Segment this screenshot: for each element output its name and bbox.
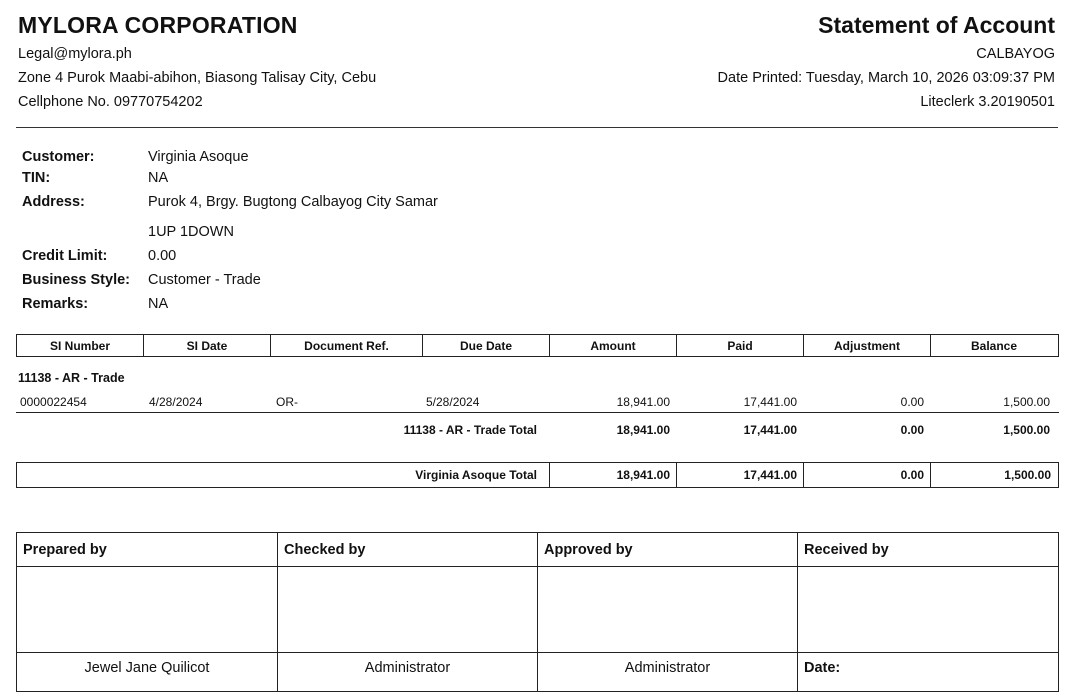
- tin-value: NA: [148, 170, 169, 186]
- document-title: Statement of Account: [818, 12, 1055, 38]
- received-by-label: Received by: [798, 533, 1058, 567]
- grand-total-adjustment: 0.00: [804, 463, 931, 487]
- subtotal-amount: 18,941.00: [616, 423, 670, 437]
- received-by-column: [798, 533, 1058, 691]
- col-si-number: SI Number: [17, 335, 144, 356]
- business-style-label: Business Style:: [22, 272, 130, 288]
- address-line2: 1UP 1DOWN: [148, 224, 234, 240]
- col-due-date: Due Date: [423, 335, 550, 356]
- grand-total-label: Virginia Asoque Total: [17, 463, 550, 487]
- checked-by-column: [278, 533, 538, 691]
- company-email: Legal@mylora.ph: [18, 46, 132, 62]
- adjustment: 0.00: [900, 395, 924, 409]
- prepared-by-column: [17, 533, 278, 691]
- grand-total-amount: 18,941.00: [550, 463, 677, 487]
- prepared-by-name: Jewel Jane Quilicot: [17, 652, 277, 692]
- subtotal-row: [16, 421, 1059, 439]
- business-style-value: Customer - Trade: [148, 272, 261, 288]
- document-ref: OR-: [276, 395, 298, 409]
- balance: 1,500.00: [1003, 395, 1050, 409]
- col-si-date: SI Date: [144, 335, 271, 356]
- checked-by-label: Checked by: [278, 533, 537, 567]
- col-balance: Balance: [970, 338, 1018, 353]
- tin-label: TIN:: [22, 170, 51, 186]
- amount: 18,941.00: [616, 395, 670, 409]
- checked-by-name: Administrator: [278, 652, 537, 692]
- prepared-by-label: Prepared by: [17, 533, 277, 567]
- company-name: MYLORA CORPORATION: [18, 12, 298, 38]
- si-date: 4/28/2024: [149, 395, 203, 409]
- col-paid: Paid: [677, 335, 804, 356]
- approved-by-label: Approved by: [538, 533, 797, 567]
- header-divider: [16, 127, 1058, 128]
- table-row: [16, 393, 1059, 411]
- company-address: Zone 4 Purok Maabi-abihon, Biasong Talisay City, Cebu: [18, 70, 377, 86]
- grand-total-paid: 17,441.00: [677, 463, 804, 487]
- subtotal-paid: 17,441.00: [743, 423, 797, 437]
- address-label: Address:: [22, 194, 85, 210]
- approved-by-name: Administrator: [538, 652, 797, 692]
- software-version: Liteclerk 3.20190501: [920, 94, 1055, 110]
- credit-limit-label: Credit Limit:: [22, 248, 108, 264]
- account-group-label: 11138 - AR - Trade: [18, 371, 125, 385]
- company-phone: Cellphone No. 09770754202: [18, 94, 203, 110]
- credit-limit-value: 0.00: [148, 248, 177, 264]
- si-number: 0000022454: [20, 395, 87, 409]
- col-amount: Amount: [550, 335, 677, 356]
- col-document-ref: Document Ref.: [271, 335, 423, 356]
- signature-box: [16, 532, 1059, 692]
- subtotal-balance: 1,500.00: [1003, 423, 1050, 437]
- remarks-value: NA: [148, 296, 169, 312]
- col-adjustment: Adjustment: [804, 335, 931, 356]
- date-printed: Date Printed: Tuesday, March 10, 2026 03:09:37 PM: [717, 70, 1055, 86]
- received-date-label: Date:: [798, 652, 1058, 692]
- table-header: [16, 334, 1059, 357]
- customer-name: Virginia Asoque: [148, 149, 249, 165]
- branch-name: CALBAYOG: [976, 46, 1055, 62]
- row-divider: [16, 412, 1059, 413]
- address-value: Purok 4, Brgy. Bugtong Calbayog City Samar: [148, 194, 438, 210]
- paid: 17,441.00: [743, 395, 797, 409]
- grand-total-row: [16, 462, 1059, 488]
- due-date: 5/28/2024: [426, 395, 480, 409]
- remarks-label: Remarks:: [22, 296, 89, 312]
- approved-by-column: [538, 533, 798, 691]
- grand-total-balance: 1,500.00: [1004, 468, 1051, 482]
- subtotal-label: 11138 - AR - Trade Total: [403, 423, 537, 437]
- subtotal-adjustment: 0.00: [900, 423, 924, 437]
- customer-label: Customer:: [22, 149, 95, 165]
